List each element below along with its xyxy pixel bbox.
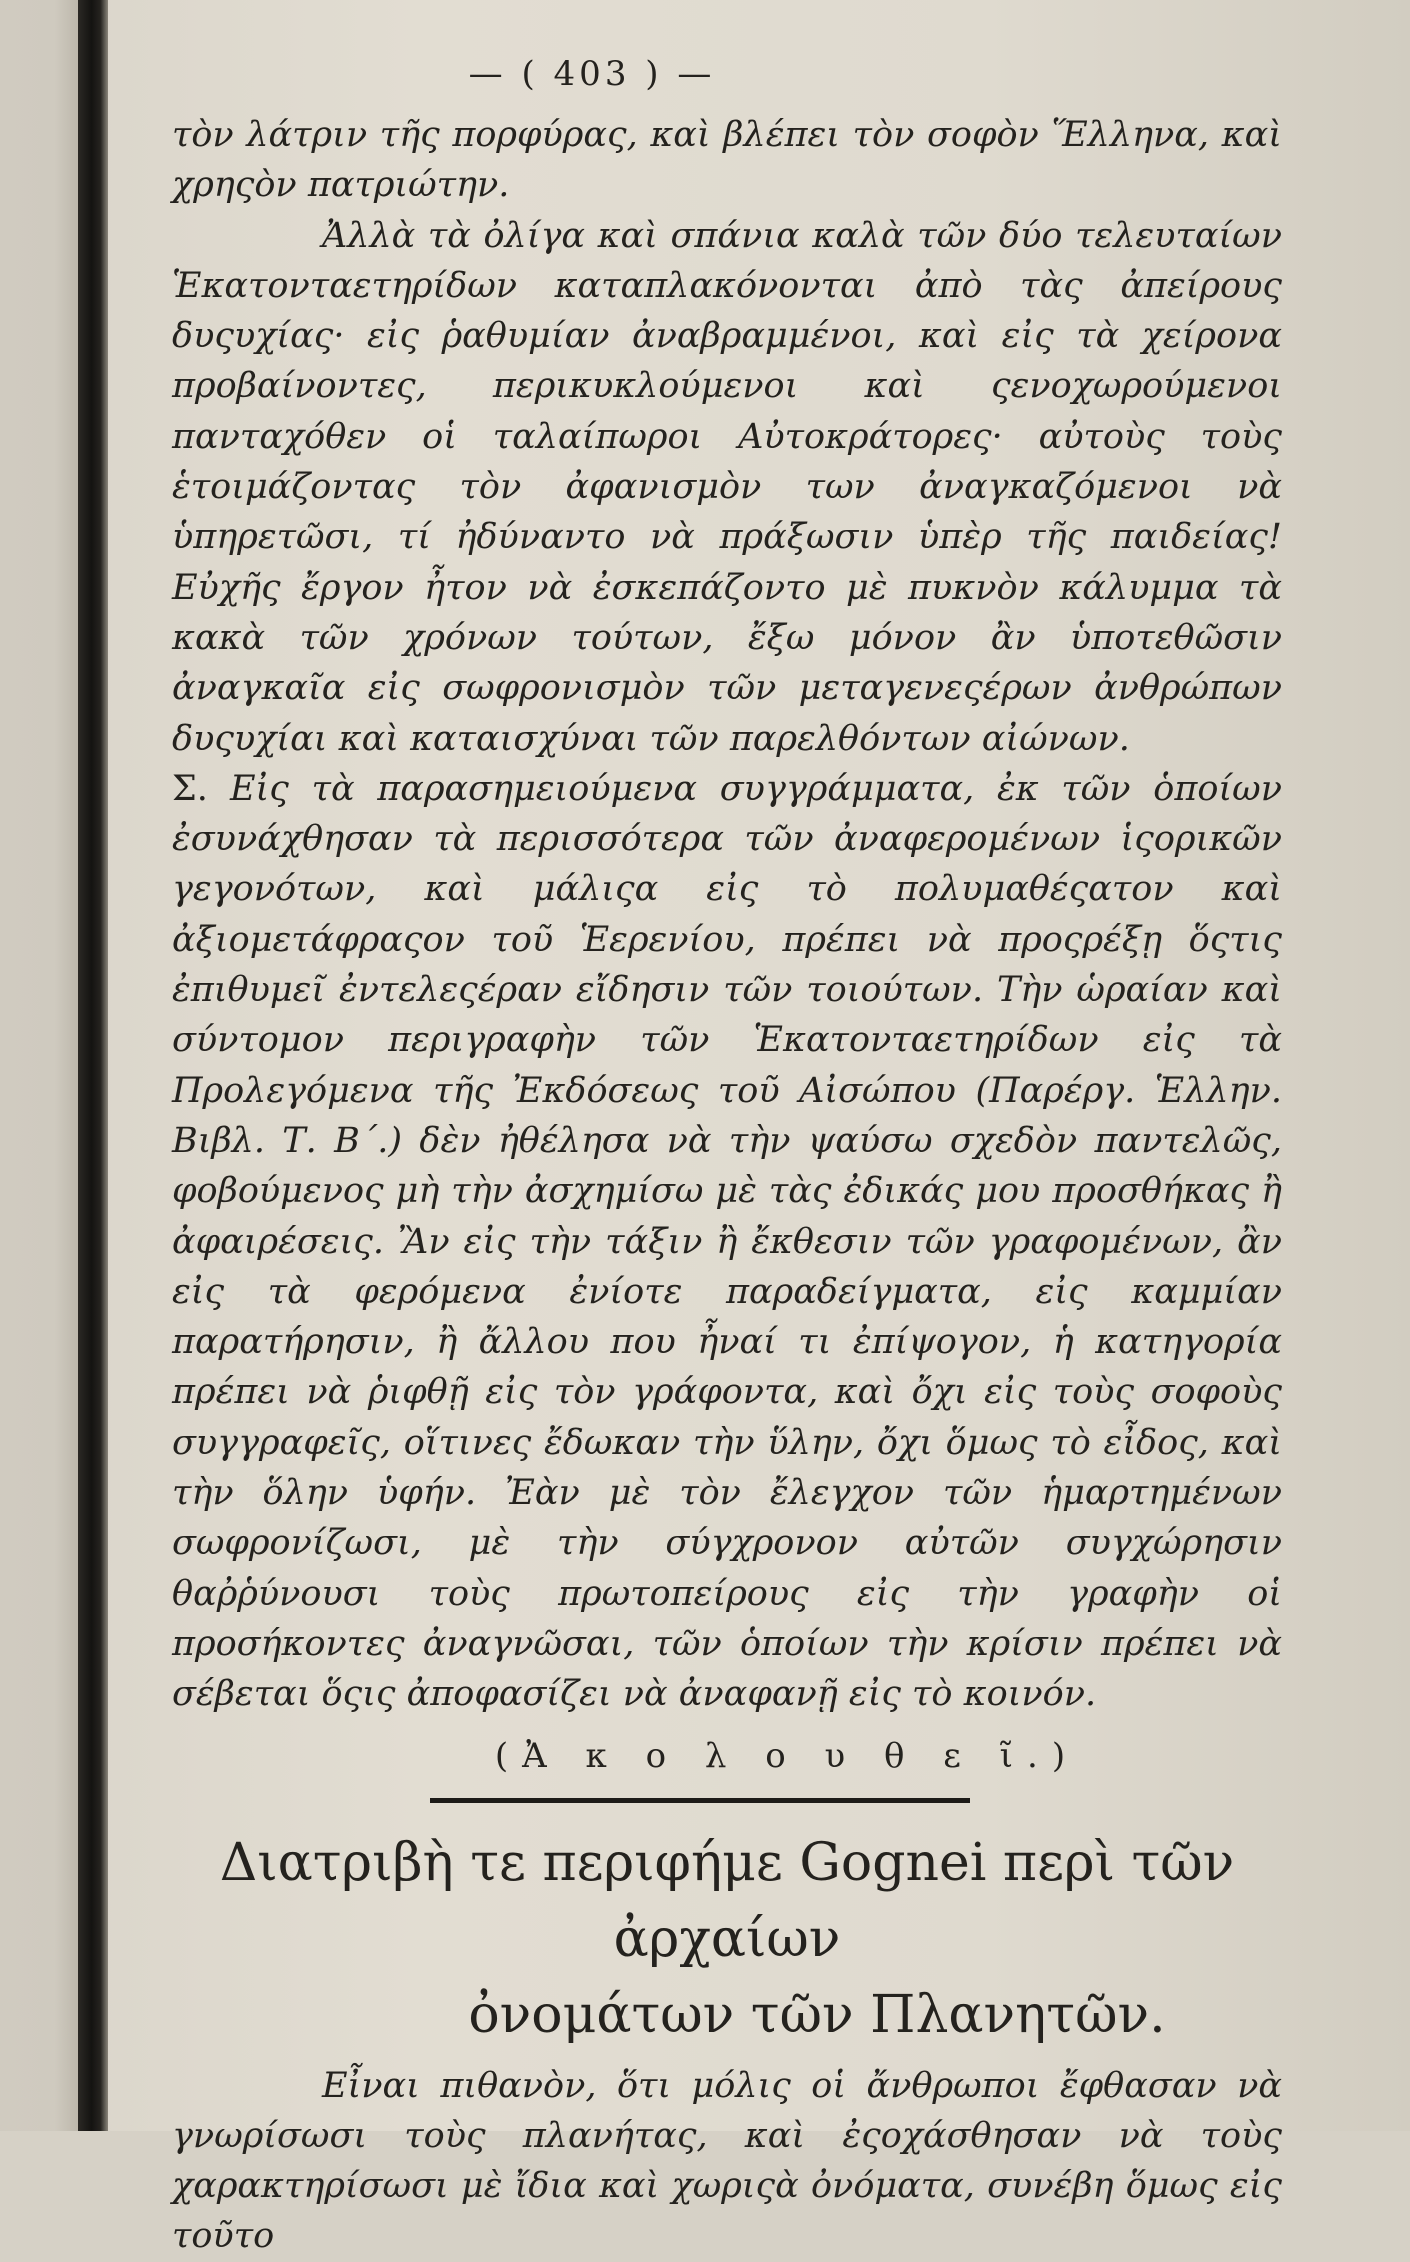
section-divider (430, 1798, 970, 1803)
article-title (172, 1825, 1282, 2053)
paragraph: Ἀλλὰ τὰ ὀλίγα καὶ σπάνια καλὰ τῶν δύο τελευταίων Ἑκατονταετηρίδων καταπλακόνονται ἀπὸ τὰς ἀπείρους δυςυχίας· εἰς ῥαθυμίαν ἀναβραμμένοι, καὶ εἰς τὰ χείρονα προβαίνοντες, περικυκλούμενοι καὶ ςενοχωρούμενοι πανταχόθεν οἱ ταλαίπωροι Αὐτοκράτορες· αὐτοὺς τοὺς ἑτοιμάζοντας τὸν ἀφανισμὸν των ἀναγκαζόμενοι νὰ ὑπηρετῶσι, τί ἠδύναντο νὰ πράξωσιν ὑπὲρ τῆς παιδείας! Εὐχῆς ἔργον ἦτον νὰ ἐσκεπάζοντο μὲ πυκνὸν κάλυμμα τὰ κακὰ τῶν χρόνων τούτων, ἔξω μόνον ἂν ὑποτεθῶσιν ἀναγκαῖα εἰς σωφρονισμὸν τῶν μεταγενεςέρων ἀνθρώπων δυςυχίαι καὶ καταισχύναι τῶν παρελθόντων αἰώνων. (172, 215, 1282, 759)
continued-marker: (Ἀ κ ο λ ο υ θ ε ῖ.) (494, 1735, 1080, 1776)
article-title-line: ὀνομάτων τῶν Πλανητῶν. (468, 1984, 1166, 2045)
book-gutter (78, 0, 108, 2131)
paragraph-note (172, 764, 1282, 1720)
facing-page-edge (0, 0, 78, 2131)
note-marker: Σ. (172, 768, 208, 809)
body-text (172, 110, 1282, 1720)
paragraph-continuation: τὸν λάτριν τῆς πορφύρας, καὶ βλέπει τὸν σοφὸν Ἕλληνα, καὶ χρηςὸν πατριώτην. (172, 115, 1282, 206)
note-text: Εἰς τὰ παρασημειούμενα συγγράμματα, ἐκ τῶν ὁποίων ἐσυνάχθησαν τὰ περισσότερα τῶν ἀναφερομένων ἱςορικῶν γεγονότων, καὶ μάλιςα εἰς τὸ πολυμαθέςατον καὶ ἀξιομετάφραςον τοῦ Ἑερενίου, πρέπει νὰ προςρέξῃ ὅςτις ἐπιθυμεῖ ἐντελεςέραν εἴδησιν τῶν τοιούτων. Τὴν ὡραίαν καὶ σύντομον περιγραφὴν τῶν Ἑκατονταετηρίδων εἰς τὰ Προλεγόμενα τῆς Ἐκδόσεως τοῦ Αἰσώπου (Παρέργ. Ἑλλην. Βιβλ. Τ. Β΄.) δὲν ἠθέλησα νὰ τὴν ψαύσω σχεδὸν παντελῶς, φοβούμενος μὴ τὴν ἀσχημίσω μὲ τὰς ἐδικάς μου προσθήκας ἢ ἀφαιρέσεις. Ἂν εἰς τὴν τάξιν ἢ ἔκθεσιν τῶν γραφομένων, ἂν εἰς τὰ φερόμενα ἐνίοτε παραδείγματα, εἰς καμμίαν παρατήρησιν, ἢ ἄλλου που ἦναί τι ἐπίψογον, ἡ κατηγορία πρέπει νὰ ῥιφθῇ εἰς τὸν γράφοντα, καὶ ὄχι εἰς τοὺς σοφοὺς συγγραφεῖς, οἵτινες ἔδωκαν τὴν ὕλην, ὄχι ὅμως τὸ εἶδος, καὶ τὴν ὅλην ὑφήν. Ἐὰν μὲ τὸν ἔλεγχον τῶν ἡμαρτημένων σωφρονίζωσι, μὲ τὴν σύγχρονον αὐτῶν συγχώρησιν θαῤῥύνουσι τοὺς πρωτοπείρους εἰς τὴν γραφὴν οἱ προσήκοντες ἀναγνῶσαι, τῶν ὁποίων τὴν κρίσιν πρέπει νὰ σέβεται ὅςις ἀποφασίζει νὰ ἀναφανῇ εἰς τὸ κοινόν. (172, 768, 1282, 1715)
page-number: — ( 403 ) — (468, 54, 716, 94)
page-content (172, 48, 1282, 2262)
article-title-line: Διατριβὴ τε περιφήμε Gognei περὶ τῶν ἀρχαίων (219, 1832, 1235, 1969)
paragraph: Εἶναι πιθανὸν, ὅτι μόλις οἱ ἄνθρωποι ἔφθασαν νὰ γνωρίσωσι τοὺς πλανήτας, καὶ ἐςοχάσθησαν νὰ τοὺς χαρακτηρίσωσι μὲ ἴδια καὶ χωριςὰ ὀνόματα, συνέβη ὅμως εἰς τοῦτο (172, 2065, 1282, 2257)
article-body (172, 2061, 1282, 2262)
